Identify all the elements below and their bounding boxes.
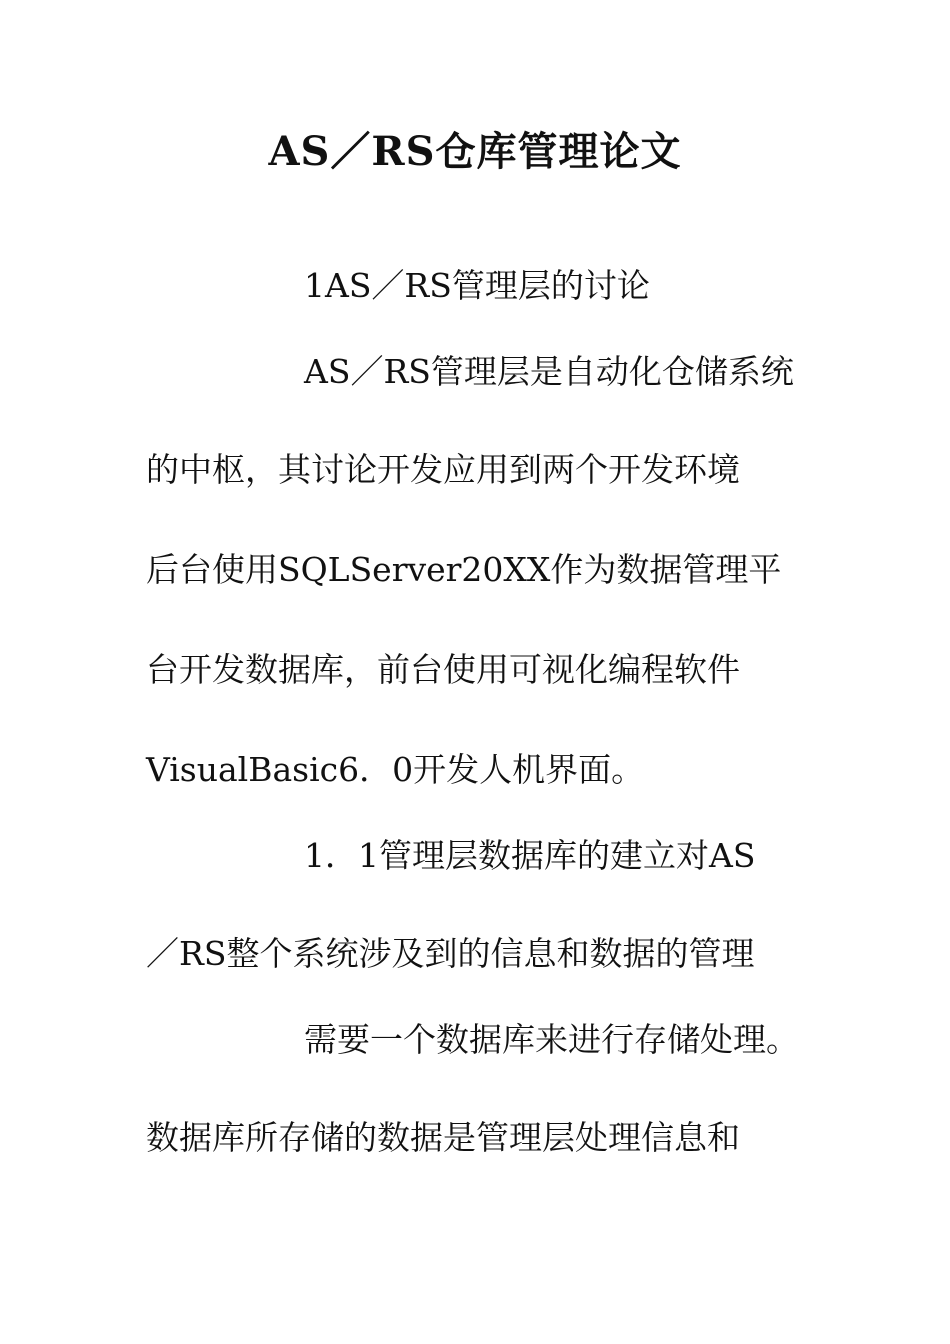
paragraph-line: ／RS整个系统涉及到的信息和数据的管理 (146, 934, 755, 973)
paragraph-line: 需要一个数据库来进行存储处理。 (304, 1020, 799, 1059)
paragraph-line: AS／RS管理层是自动化仓储系统 (304, 352, 794, 391)
document-title: AS／RS仓库管理论文 (268, 128, 682, 175)
paragraph-line: VisualBasic6．0开发人机界面。 (146, 750, 645, 789)
section-heading-1-1: 1．1管理层数据库的建立对AS (304, 836, 756, 875)
paragraph-line: 数据库所存储的数据是管理层处理信息和 (146, 1118, 740, 1157)
paragraph-line: 后台使用SQLServer20XX作为数据管理平 (146, 550, 782, 589)
paragraph-line: 台开发数据库，前台使用可视化编程软件 (146, 650, 740, 689)
paragraph-line: 的中枢，其讨论开发应用到两个开发环境 (146, 450, 740, 489)
section-heading-1: 1AS／RS管理层的讨论 (304, 266, 650, 305)
